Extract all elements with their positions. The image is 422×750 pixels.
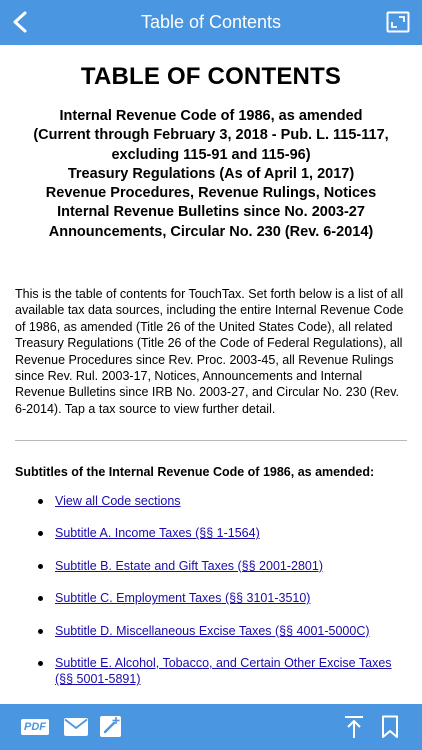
summary-line: Internal Revenue Bulletins since No. 2003-27 — [57, 204, 365, 221]
summary-line: excluding 115-91 and 115-96) — [111, 146, 311, 163]
top-nav-bar — [0, 0, 422, 45]
expand-icon — [386, 11, 410, 33]
list-item — [0, 655, 422, 688]
bullet — [38, 564, 43, 569]
summary-line: Revenue Procedures, Revenue Rulings, Notices — [45, 185, 377, 202]
expand-button[interactable] — [386, 11, 410, 33]
bullet — [38, 596, 43, 601]
edit-note-icon — [99, 715, 123, 739]
summary-line: (Current through February 3, 2018 - Pub. L. 115-117, — [33, 127, 389, 144]
list-item — [0, 590, 422, 606]
pdf-icon[interactable]: PDF — [21, 719, 49, 735]
bullet — [38, 531, 43, 536]
page-title: TABLE OF CONTENTS — [80, 63, 342, 90]
nav-title: Table of Contents — [140, 12, 282, 32]
intro-paragraph: This is the table of contents for TouchTax. Set forth below is a list of all available tax data sources, including the entire Internal Revenue Code of 1986, as amended (Title 26 of the United States Code), all related Treasury Regulations (Title 26 of the Code of Federal Regulations), all Revenue Procedures since Rev. Proc. 2003-45, all Revenue Rulings since Rev. Rul. 2003-17, Notices, Announcements and Internal Revenue Bulletins since IRB No. 2003-27, and Circular No. 230 (Rev. 6-2014). Tap a tax source to view further detail. — [15, 287, 404, 416]
scroll-to-top-icon — [344, 715, 364, 739]
email-button[interactable] — [64, 718, 88, 741]
link-subtitle-e[interactable]: Subtitle E. Alcohol, Tobacco, and Certain Other Excise Taxes (§§ 5001-5891) — [55, 656, 392, 687]
summary-line: Announcements, Circular No. 230 (Rev. 6-2014) — [48, 223, 374, 240]
subtitle-link-list — [0, 493, 422, 704]
link-subtitle-d[interactable]: Subtitle D. Miscellaneous Excise Taxes (§§ 4001-5000C) — [55, 623, 370, 638]
bottom-toolbar — [0, 704, 422, 750]
bullet — [38, 629, 43, 634]
list-item — [0, 493, 422, 509]
list-item — [0, 558, 422, 574]
bullet — [38, 661, 43, 666]
scroll-to-top-button[interactable] — [344, 715, 364, 744]
link-subtitle-a[interactable]: Subtitle A. Income Taxes (§§ 1-1564) — [55, 526, 260, 541]
bookmark-button[interactable] — [381, 715, 399, 744]
list-item — [0, 525, 422, 541]
link-subtitle-b[interactable]: Subtitle B. Estate and Gift Taxes (§§ 2001-2801) — [55, 558, 323, 573]
list-item — [0, 623, 422, 639]
subtitles-heading: Subtitles of the Internal Revenue Code of 1986, as amended: — [15, 465, 375, 479]
content-area[interactable] — [0, 45, 422, 704]
bullet — [38, 499, 43, 504]
mail-icon — [64, 718, 88, 736]
source-summary — [10, 107, 412, 242]
summary-line: Internal Revenue Code of 1986, as amended — [59, 108, 363, 124]
link-view-all-code-sections[interactable]: View all Code sections — [55, 494, 181, 508]
summary-line: Treasury Regulations (As of April 1, 2017) — [67, 165, 355, 182]
section-divider — [15, 440, 407, 441]
link-subtitle-c[interactable]: Subtitle C. Employment Taxes (§§ 3101-3510) — [55, 591, 311, 606]
add-note-button[interactable] — [99, 715, 123, 744]
bookmark-icon — [381, 715, 399, 739]
